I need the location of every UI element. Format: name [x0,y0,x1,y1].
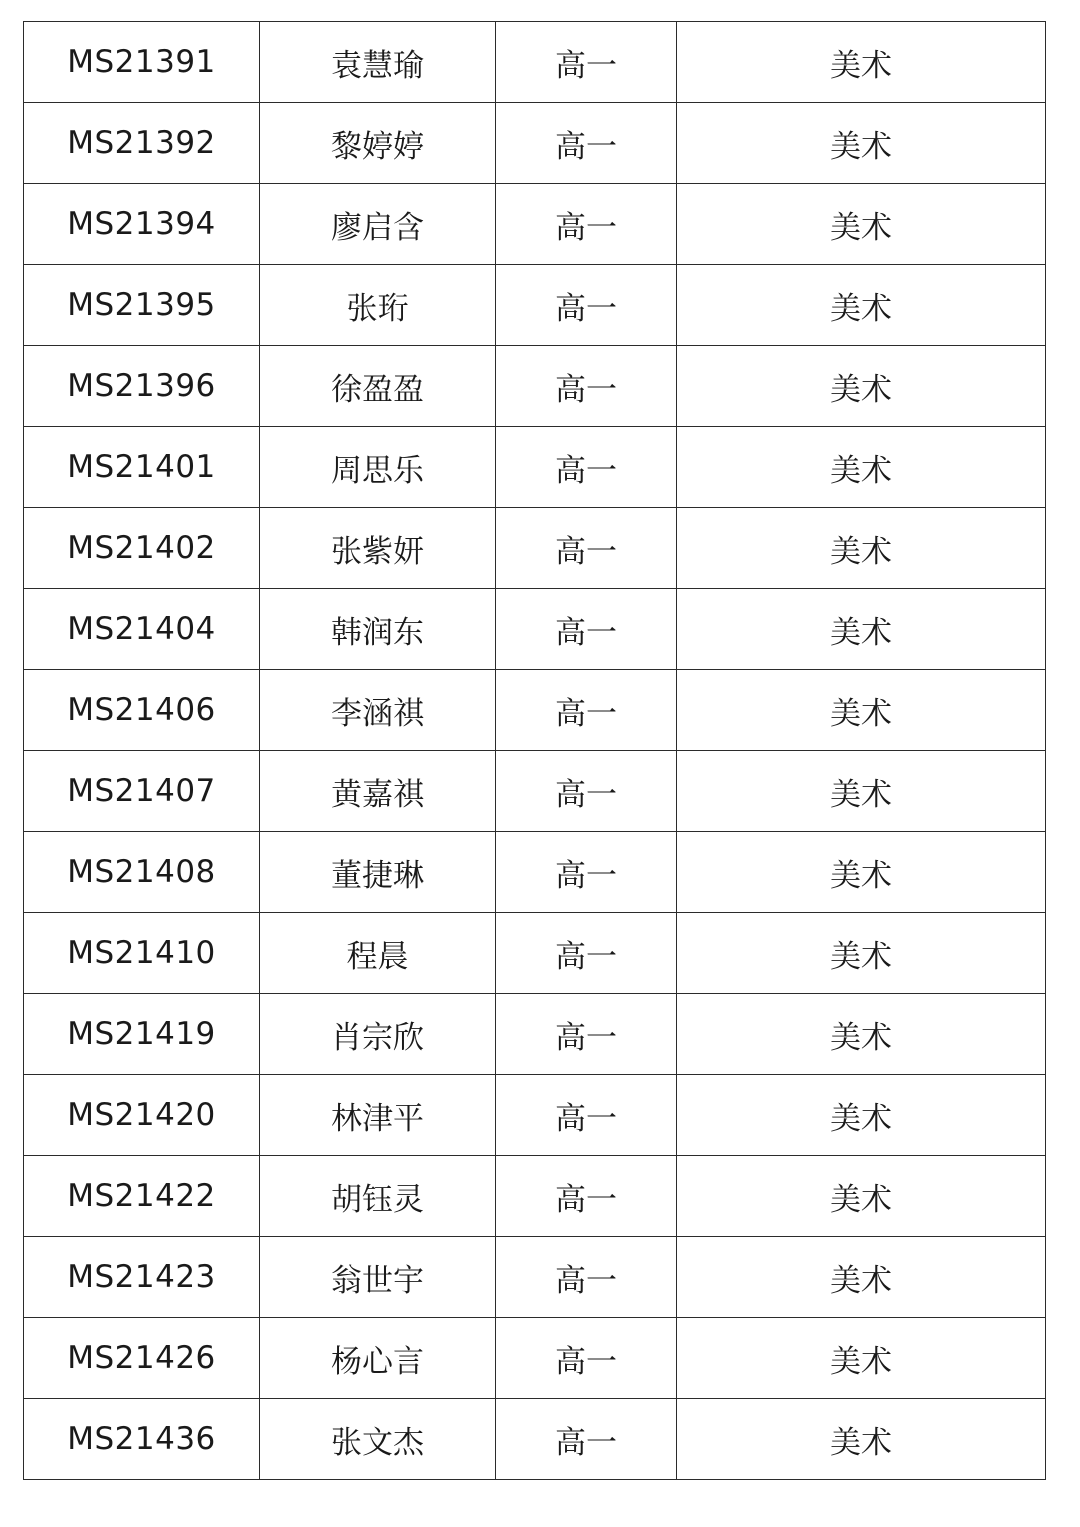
student-name-cell: 徐盈盈 [260,346,496,427]
grade-cell: 高一 [496,22,677,103]
subject-cell: 美术 [677,265,1046,346]
table-row [24,22,1046,103]
student-id-cell: MS21410 [24,913,260,994]
subject-cell: 美术 [677,994,1046,1075]
grade-cell: 高一 [496,508,677,589]
subject-cell: 美术 [677,832,1046,913]
table-row [24,994,1046,1075]
student-name-cell: 张珩 [260,265,496,346]
table-row [24,265,1046,346]
student-id-cell: MS21396 [24,346,260,427]
student-id-cell: MS21392 [24,103,260,184]
student-name-cell: 胡钰灵 [260,1156,496,1237]
student-name-cell: 袁慧瑜 [260,22,496,103]
table-row [24,184,1046,265]
student-name-cell: 林津平 [260,1075,496,1156]
table-row [24,103,1046,184]
grade-cell: 高一 [496,1075,677,1156]
table-row [24,1156,1046,1237]
grade-cell: 高一 [496,751,677,832]
grade-cell: 高一 [496,1156,677,1237]
subject-cell: 美术 [677,346,1046,427]
grade-cell: 高一 [496,589,677,670]
grade-cell: 高一 [496,994,677,1075]
grade-cell: 高一 [496,1237,677,1318]
subject-cell: 美术 [677,1075,1046,1156]
table-row [24,508,1046,589]
grade-cell: 高一 [496,265,677,346]
student-id-cell: MS21391 [24,22,260,103]
student-id-cell: MS21406 [24,670,260,751]
student-id-cell: MS21408 [24,832,260,913]
student-name-cell: 翁世宇 [260,1237,496,1318]
table-row [24,751,1046,832]
grade-cell: 高一 [496,184,677,265]
table-row [24,589,1046,670]
student-name-cell: 李涵祺 [260,670,496,751]
subject-cell: 美术 [677,670,1046,751]
grade-cell: 高一 [496,1399,677,1480]
subject-cell: 美术 [677,508,1046,589]
table-row [24,1075,1046,1156]
student-name-cell: 张文杰 [260,1399,496,1480]
student-name-cell: 张紫妍 [260,508,496,589]
subject-cell: 美术 [677,427,1046,508]
grade-cell: 高一 [496,427,677,508]
table-row [24,670,1046,751]
student-id-cell: MS21423 [24,1237,260,1318]
subject-cell: 美术 [677,913,1046,994]
table-row [24,1399,1046,1480]
subject-cell: 美术 [677,751,1046,832]
student-name-cell: 杨心言 [260,1318,496,1399]
table-row [24,913,1046,994]
student-name-cell: 韩润东 [260,589,496,670]
subject-cell: 美术 [677,1237,1046,1318]
student-id-cell: MS21394 [24,184,260,265]
subject-cell: 美术 [677,1318,1046,1399]
grade-cell: 高一 [496,832,677,913]
student-name-cell: 周思乐 [260,427,496,508]
grade-cell: 高一 [496,346,677,427]
table-row [24,832,1046,913]
grade-cell: 高一 [496,913,677,994]
student-id-cell: MS21404 [24,589,260,670]
student-id-cell: MS21407 [24,751,260,832]
subject-cell: 美术 [677,184,1046,265]
student-id-cell: MS21401 [24,427,260,508]
student-id-cell: MS21426 [24,1318,260,1399]
grade-cell: 高一 [496,1318,677,1399]
subject-cell: 美术 [677,1156,1046,1237]
student-id-cell: MS21420 [24,1075,260,1156]
grade-cell: 高一 [496,670,677,751]
subject-cell: 美术 [677,103,1046,184]
student-id-cell: MS21436 [24,1399,260,1480]
student-id-cell: MS21422 [24,1156,260,1237]
student-roster-table [23,21,1046,1480]
table-row [24,346,1046,427]
student-id-cell: MS21402 [24,508,260,589]
subject-cell: 美术 [677,1399,1046,1480]
table-row [24,1318,1046,1399]
student-name-cell: 廖启含 [260,184,496,265]
subject-cell: 美术 [677,589,1046,670]
student-id-cell: MS21395 [24,265,260,346]
student-id-cell: MS21419 [24,994,260,1075]
roster-body [24,22,1046,1480]
student-name-cell: 董捷琳 [260,832,496,913]
student-name-cell: 黎婷婷 [260,103,496,184]
student-name-cell: 黄嘉祺 [260,751,496,832]
table-row [24,1237,1046,1318]
student-name-cell: 肖宗欣 [260,994,496,1075]
student-name-cell: 程晨 [260,913,496,994]
grade-cell: 高一 [496,103,677,184]
table-row [24,427,1046,508]
subject-cell: 美术 [677,22,1046,103]
